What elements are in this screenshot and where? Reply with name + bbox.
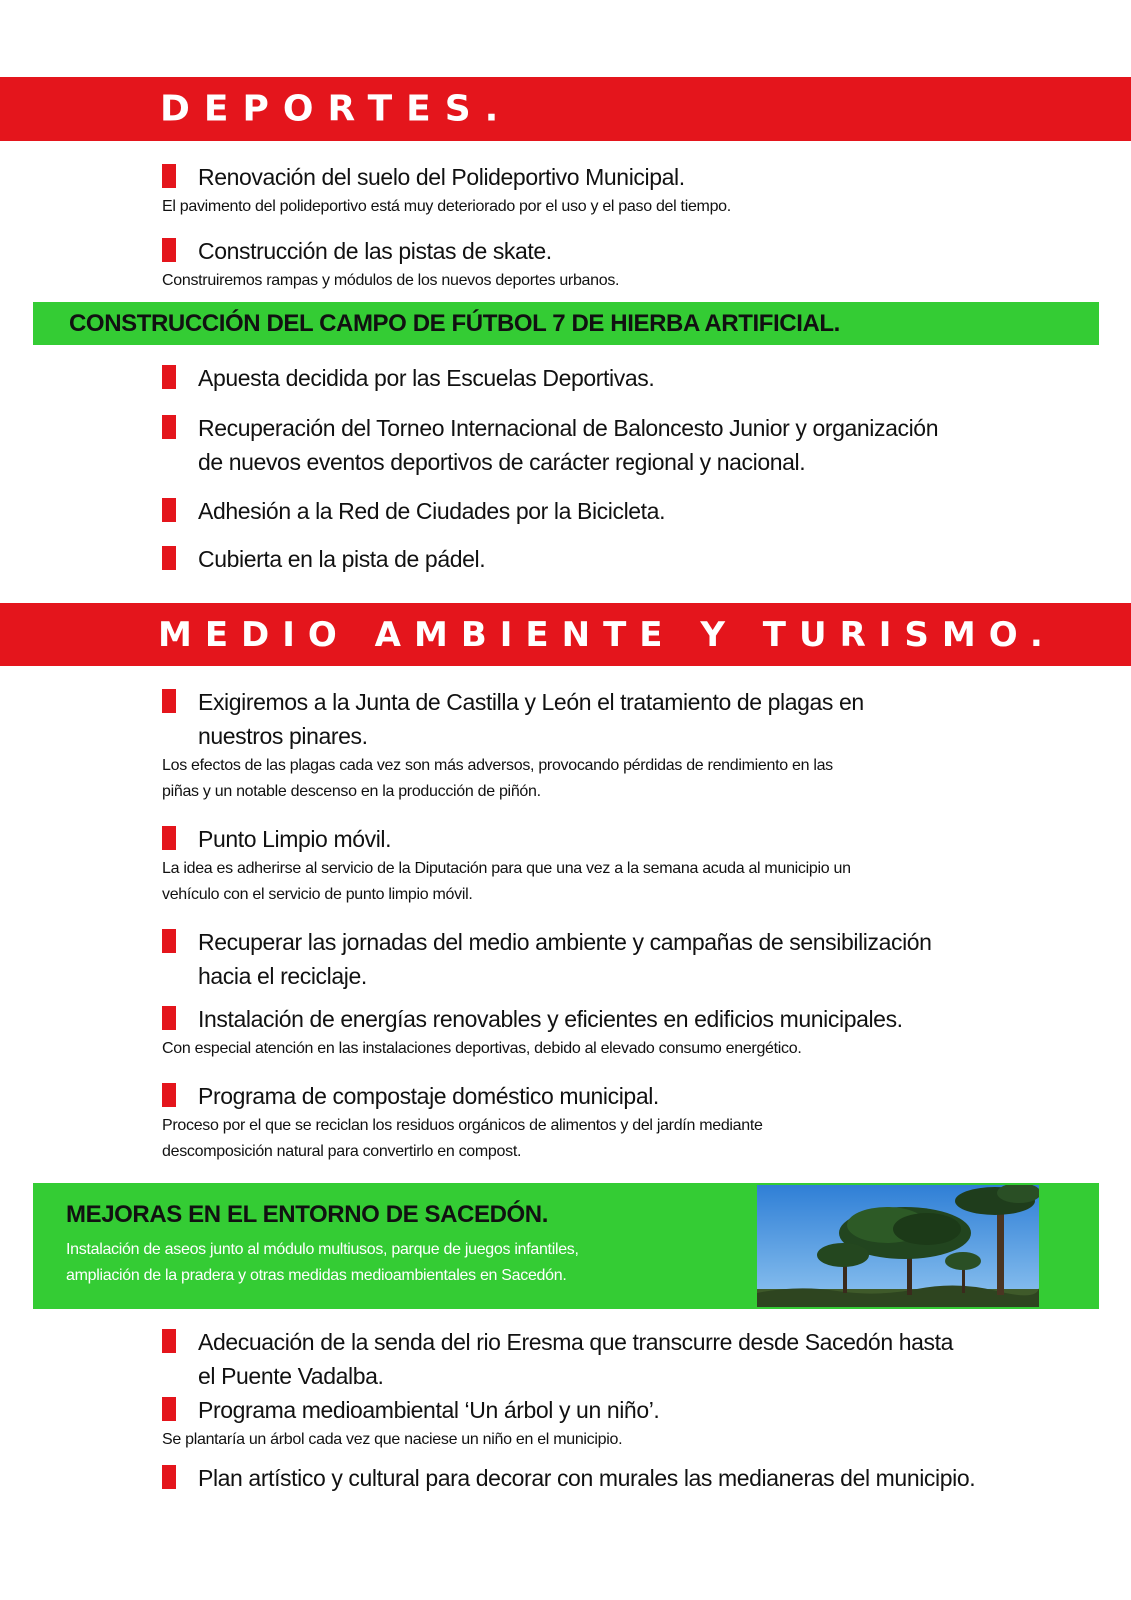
section-header-deportes [0,77,1131,141]
banner-title: MEJORAS EN EL ENTORNO DE SACEDÓN. [66,1201,548,1228]
bullet-marker [162,238,176,262]
bullet-marker [162,498,176,522]
bullet-marker [162,415,176,439]
list-item [162,494,1062,528]
list-item [162,925,1062,993]
banner-description: Instalación de aseos junto al módulo multiusos, parque de juegos infantiles, [66,1241,579,1258]
item-title: Exigiremos a la Junta de Castilla y León el tratamiento de plagas en [198,689,864,715]
item-title: Cubierta en la pista de pádel. [198,546,486,572]
list-item [162,1079,1062,1165]
bullet-marker [162,1397,176,1421]
list-item [162,160,1062,220]
item-description: Proceso por el que se reciclan los residuos orgánicos de alimentos y del jardín mediante [162,1117,763,1134]
item-title: Punto Limpio móvil. [198,826,392,852]
item-description-continued: descomposición natural para convertirlo en compost. [162,1143,522,1160]
item-description: El pavimento del polideportivo está muy deteriorado por el uso y el paso del tiempo. [162,198,731,215]
item-title-continued: nuestros pinares. [198,723,368,749]
bullet-marker [162,929,176,953]
bullet-marker [162,1083,176,1107]
banner-title: CONSTRUCCIÓN DEL CAMPO DE FÚTBOL 7 DE HIERBA ARTIFICIAL. [69,309,840,337]
item-title: Apuesta decidida por las Escuelas Deportivas. [198,365,655,391]
list-item [162,361,1062,395]
item-title: Plan artístico y cultural para decorar con murales las medianeras del municipio. [198,1465,976,1491]
bullet-marker [162,365,176,389]
item-description: La idea es adherirse al servicio de la Diputación para que una vez a la semana acuda al municipio un [162,860,851,877]
item-description: Construiremos rampas y módulos de los nuevos deportes urbanos. [162,272,620,289]
highlight-banner-campo [33,302,1099,345]
list-item [162,542,1062,576]
item-description: Los efectos de las plagas cada vez son más adversos, provocando pérdidas de rendimiento en las [162,757,833,774]
list-item [162,685,1062,805]
item-description-continued: piñas y un notable descenso en la producción de piñón. [162,783,541,800]
item-title: Adecuación de la senda del rio Eresma que transcurre desde Sacedón hasta [198,1329,953,1355]
bullet-marker [162,826,176,850]
list-item [162,1461,1062,1495]
bullet-marker [162,1006,176,1030]
list-item [162,234,1062,294]
item-title-continued: de nuevos eventos deportivos de carácter regional y nacional. [198,449,806,475]
list-item [162,1002,1062,1062]
bullet-marker [162,689,176,713]
item-description: Se plantaría un árbol cada vez que naciese un niño en el municipio. [162,1431,623,1448]
section-title: DEPORTES. [160,88,513,130]
item-title: Construcción de las pistas de skate. [198,238,552,264]
highlight-banner-sacedon [33,1183,1099,1309]
bullet-marker [162,164,176,188]
item-description-continued: vehículo con el servicio de punto limpio móvil. [162,886,473,903]
item-title: Recuperación del Torneo Internacional de Baloncesto Junior y organización [198,415,939,441]
item-title-continued: hacia el reciclaje. [198,963,367,989]
item-title: Adhesión a la Red de Ciudades por la Bicicleta. [198,498,666,524]
item-description: Con especial atención en las instalaciones deportivas, debido al elevado consumo energético. [162,1040,802,1057]
item-title: Programa de compostaje doméstico municipal. [198,1083,659,1109]
list-item [162,1325,1062,1393]
item-title-continued: el Puente Vadalba. [198,1363,384,1389]
section-header-medio-ambiente [0,603,1131,666]
list-item [162,1393,1062,1453]
bullet-marker [162,1465,176,1489]
list-item [162,822,1062,908]
list-item [162,411,1062,479]
item-title: Instalación de energías renovables y eficientes en edificios municipales. [198,1006,903,1032]
section-title: MEDIO AMBIENTE Y TURISMO. [158,614,1056,655]
banner-description-continued: ampliación de la pradera y otras medidas medioambientales en Sacedón. [66,1267,567,1284]
bullet-marker [162,546,176,570]
item-title: Programa medioambiental ‘Un árbol y un niño’. [198,1397,660,1423]
item-title: Recuperar las jornadas del medio ambiente y campañas de sensibilización [198,929,932,955]
bullet-marker [162,1329,176,1353]
item-title: Renovación del suelo del Polideportivo Municipal. [198,164,685,190]
pine-trees-photo [757,1185,1039,1307]
